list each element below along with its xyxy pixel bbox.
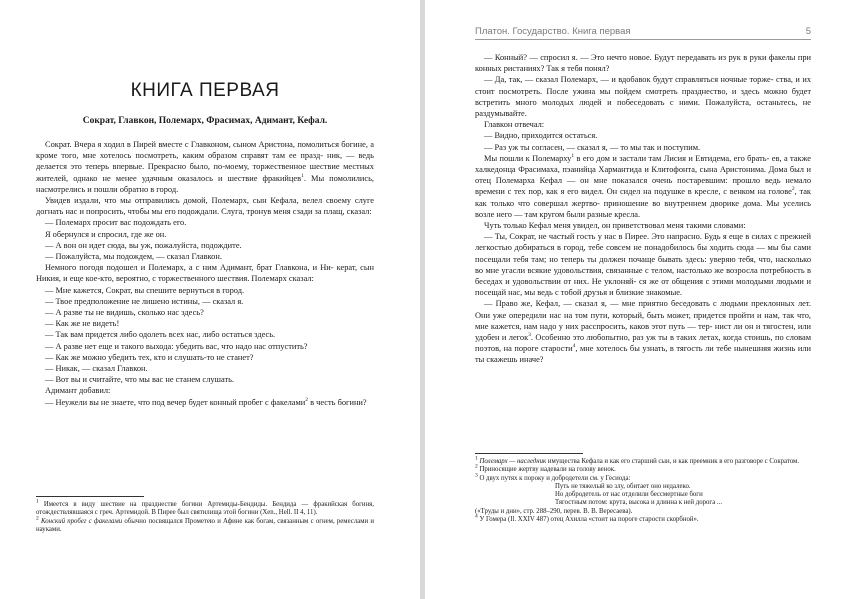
dialogue-line: — Ты, Сократ, не частый гость у нас в Пирее. Это напрасно. Будь я еще в силах с прежней легкостью добираться в город, тебе совсем не понадобилось бы ходить сюда — мы бы сами посещали тебя там; но теперь ты должен почаще бывать здесь: уверяю тебя, что, насколько во мне угасли всякие удовольствия, связанные с телом, настолько же возросла потребность в беседах и удовольствии от них. Не уклоняй- ся же от общения с этими молодыми людьми и посещай нас, мы ведь с тобой друзья и близкие знакомые. xyxy=(475,232,812,298)
chapter-title: КНИГА ПЕРВАЯ xyxy=(130,80,280,101)
poem-quote xyxy=(555,483,811,508)
poem-line: Тягостным потом: крута, высока и длинна к ней дорога ... xyxy=(555,499,723,507)
dialogue-line: — Так вам придется либо одолеть всех нас, либо остаться здесь. xyxy=(45,330,276,340)
paragraph: Увидев издали, что мы отправились домой, Полемарх, сын Кефала, велел своему слуге догнать нас и попросить, чтобы мы его подождали. Слуга, тронув меня сзади за плащ, сказал: xyxy=(36,196,374,217)
paragraph: Сократ. Вчера я ходил в Пирей вместе с Главконом, сыном Аристона, помолиться богине, а кроме того, мне хотелось посмотреть, каким образом справят там ее празд- ник, — ведь делается это теперь впервые. Прекрасно было, по-моему, торжественное шествие местных жителей, однако не менее удачным оказалось и шествие фракийцев$^1$. Мы помолились, насмотрелись и пошли обратно в город. xyxy=(36,140,374,194)
paragraph: Мы пошли к Полемарху$^1$ в его дом и застали там Лисия и Евтидема, его брать- ев, а также халкедонца Фрасимаха, пэанийца Хармантида и Клитофонта, сына Аристонима. Дома был и отец Полемарха Кефал — он мне показался очень постаревшим: прошло ведь немало времени с тех пор, как я его видел. Он сидел на подушке в кресле, с венком на голове$^2$, так как только что совершал жертво- приношение во внутреннем дворике дома. Мы уселись возле него — там кругом были разные кресла. xyxy=(475,153,812,219)
dialogue-line: — Вот вы и считайте, что мы вас не станем слушать. xyxy=(45,375,235,385)
dialogue-line: — Никак, — сказал Главкон. xyxy=(45,364,148,374)
footnote-marker[interactable]: 1 xyxy=(301,172,304,179)
footnote-divider xyxy=(475,453,583,454)
footnote-marker[interactable]: 2 xyxy=(305,396,309,403)
right-page xyxy=(425,0,845,599)
paragraph: Чуть только Кефал меня увидел, он приветствовал меня такими словами: xyxy=(484,221,746,231)
paragraph: Немного погодя подошел и Полемарх, а с ним Адимант, брат Главкона, и Ни- керат, сын Никия, и еще кое-кто, вероятно, с торжественного шествия. Полемарх сказал: xyxy=(36,263,375,284)
paragraph: Я обернулся и спросил, где же он. xyxy=(45,229,167,239)
dialogue-line: — А разве ты не видишь, сколько нас здесь? xyxy=(45,308,204,318)
running-head xyxy=(475,26,811,40)
footnote: $^2$ Конский пробег с факелами обычно посвящался Прометею и Афине как богам, связанным с огнем, ремеслами и науками. xyxy=(36,515,375,533)
paragraph: Адимант добавил: xyxy=(45,386,111,396)
poem-line: Но добродетель от нас отделили бессмертные боги xyxy=(555,491,703,499)
dialogue-line: — Да, так, — сказал Полемарх, — и вдобавок будут справляться ночные торже- ства, и их стоит посмотреть. После ужина мы пойдем смотреть празднество, и здесь можно будет встретить много молодых людей и побеседовать с ними. Пожалуйста, останьтесь, не раздумывайте. xyxy=(475,75,812,119)
dialogue-line: — Неужели вы не знаете, что под вечер будет конный пробег с факелами$^2$ в честь богини? xyxy=(45,396,367,407)
footnote: $^1$ Полемарх — наследник имущества Кефала и как его старший сын, и как преемник в его разговоре с Сократом. xyxy=(475,455,800,465)
poem-line: Путь не тяжелый ко злу, обитает оно недалеко. xyxy=(555,482,691,490)
dialogue-line: — Мне кажется, Сократ, вы спешите вернуться в город. xyxy=(45,285,245,295)
dialogue-line: — А разве нет еще и такого выхода: убедить вас, что надо нас отпустить? xyxy=(45,341,308,351)
footnotes xyxy=(475,453,811,524)
footnote: $^4$ У Гомера (Il. XXIV 487) отец Ахилла «стоит на пороге старости скорбной». xyxy=(475,513,699,524)
right-page-text xyxy=(475,52,811,366)
footnote-source: («Труды и дни», стр. 288–290, перев. В. В. Вересаева). xyxy=(475,507,633,515)
dialogue-line: — Твое предположение не лишено истины, — сказал я. xyxy=(45,296,244,306)
left-page-text xyxy=(36,70,374,408)
dialogue-line: — Видно, приходится остаться. xyxy=(484,131,598,141)
dialogue-line: — Право же, Кефал, — сказал я, — мне приятно беседовать с людьми преклонных лет. Они уже опередили нас на том пути, который, быть может, придется пройти и нам, так что, мне кажется, нам надо у них расспросить, каков этот путь — тер- нист ли он и тягостен, или удобен и легок$^3$. Особенно это любопытно, раз уж ты в таких летах, когда стоишь, по словам поэтов, на пороге старости$^4$, мне хотелось бы узнать, в тягость ли тебе нынешняя жизнь или ты скажешь иначе? xyxy=(475,299,812,365)
footnotes xyxy=(36,496,374,534)
footnote: $^1$ Имеется в виду шествие на празднестве богини Артемиды-Бендиды. Бендида — фракийская богиня, отождествлявшаяся с греч. Артемидой. В Пирее был святилища этой богини (Xen., Hell. II 4, 11). xyxy=(36,498,374,517)
footnote-marker[interactable]: 1 xyxy=(571,153,575,160)
dialogue-line: — А вон он идет сюда, вы уж, пожалуйста, подождите. xyxy=(45,240,242,250)
left-page xyxy=(0,0,420,599)
footnote-marker[interactable]: 4 xyxy=(572,343,576,350)
footnote: $^3$ О двух путях к пороку и добродетели см. у Гесиода: xyxy=(475,472,631,482)
page-number: 5 xyxy=(805,26,811,37)
running-head-title: Платон. Государство. Книга первая xyxy=(475,26,631,37)
footnote: $^2$ Приносящие жертву надевали на голову венок. xyxy=(475,464,616,474)
dialogue-line: — Как же можно убедить тех, кто и слушать-то не станет? xyxy=(45,352,254,362)
footnote-marker[interactable]: 2 xyxy=(791,186,795,193)
dialogue-line: — Раз уж ты согласен, — сказал я, — то мы так и поступим. xyxy=(484,142,701,152)
dialogue-line: — Пожалуйста, мы подождем, — сказал Главкон. xyxy=(45,252,222,262)
dialogue-line: — Как же не видеть! xyxy=(45,319,120,329)
footnote-marker[interactable]: 3 xyxy=(528,332,531,339)
dramatis-personae: Сократ, Главкон, Полемарх, Фрасимах, Адимант, Кефал. xyxy=(82,116,328,126)
dialogue-line: — Конный? — спросил я. — Это нечто новое. Будут передавать из рук в руки факелы при конных ристаниях? Так я тебя понял? xyxy=(475,53,811,74)
paragraph: Главкон отвечал: xyxy=(484,120,545,130)
dialogue-line: — Полемарх просит вас подождать его. xyxy=(45,218,187,228)
footnote-divider xyxy=(36,496,144,497)
